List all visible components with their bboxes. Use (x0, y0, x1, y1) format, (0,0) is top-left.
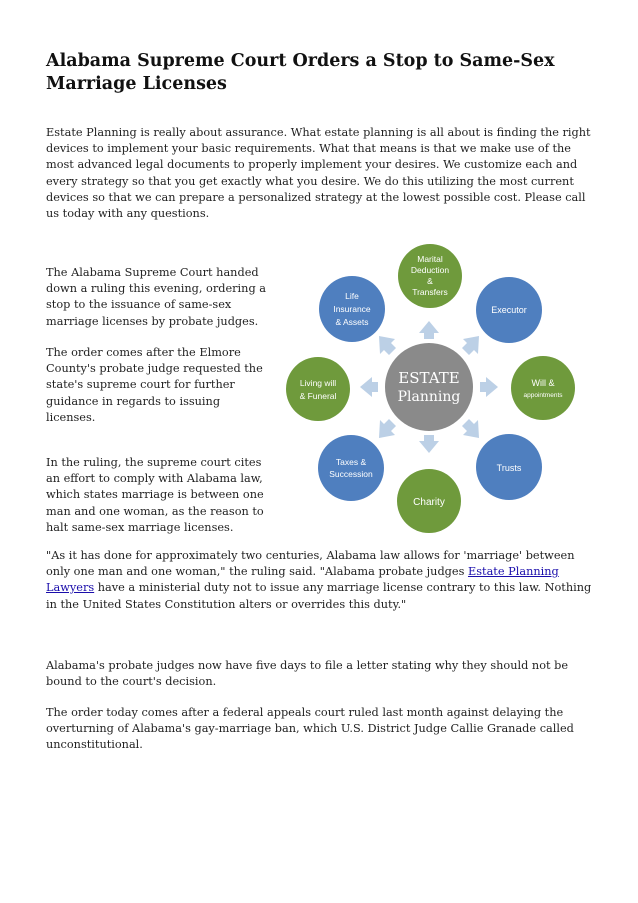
arrow-down-left-icon (379, 419, 396, 438)
svg-text:Life: Life (345, 291, 359, 301)
intro-paragraph: Estate Planning is really about assurance. What estate planning is all about is finding the right devices to implement your basic requirements. What that means is that we make use of the most advanced legal documents to properly implement your desires. We customize each and every strategy so that you get exactly what you desire. We do this utilizing the most current devices so that we can prepare a personalized strategy at the lowest possible cost. Please call us today with any questions. (46, 126, 591, 221)
node-will-appointments (511, 356, 575, 420)
node-taxes-succession (318, 435, 384, 501)
arrow-right-icon (480, 377, 498, 397)
quote-text-before: "As it has done for approximately two centuries, Alabama law allows for 'marriage' between only one man and one woman," the ruling said. "Alabama probate judges (46, 549, 575, 579)
paragraph-five-days: Alabama's probate judges now have five days to file a letter stating why they should not be bound to the court's decision. (46, 659, 569, 689)
svg-text:Will &: Will & (531, 378, 555, 388)
arrow-up-right-icon (462, 336, 479, 355)
center-node (385, 343, 473, 431)
svg-text:Planning: Planning (397, 389, 461, 405)
node-charity (397, 469, 461, 533)
arrow-down-icon (419, 435, 439, 453)
estate-planning-diagram (282, 241, 592, 536)
arrow-up-left-icon (379, 336, 396, 355)
estate-planning-lawyers-link[interactable]: Estate Planning Lawyers (46, 565, 559, 595)
svg-text:Succession: Succession (329, 469, 373, 479)
arrow-left-icon (360, 377, 378, 397)
node-living-will (286, 357, 350, 421)
paragraph-elmore: The order comes after the Elmore County's probate judge requested the state's supreme court for further guidance in regards to issuing licenses. (46, 346, 263, 424)
paragraph-appeals: The order today comes after a federal appeals court ruled last month against delaying the overturning of Alabama's gay-marriage ban, which U.S. District Judge Callie Granade called unconstitutional. (46, 706, 574, 752)
node-life-insurance (319, 276, 385, 342)
article-title: Alabama Supreme Court Orders a Stop to Same-Sex Marriage Licenses (46, 51, 555, 94)
paragraph-quote (46, 548, 598, 613)
node-executor (476, 277, 542, 343)
svg-text:appointments: appointments (523, 392, 563, 399)
node-trusts (476, 434, 542, 500)
svg-text:Insurance: Insurance (333, 304, 371, 314)
arrow-up-icon (419, 321, 439, 339)
svg-text:Deduction: Deduction (410, 265, 450, 275)
svg-text:Marital: Marital (417, 254, 443, 264)
svg-text:ESTATE: ESTATE (398, 369, 460, 387)
paragraph-ruling: The Alabama Supreme Court handed down a ruling this evening, ordering a stop to the issuance of same-sex marriage licenses by probate judges. (46, 266, 267, 328)
svg-text:Transfers: Transfers (412, 287, 448, 297)
svg-text:Charity: Charity (413, 497, 445, 508)
node-marital-deduction (398, 244, 462, 308)
svg-text:Taxes &: Taxes & (335, 457, 367, 467)
quote-text-after: have a ministerial duty not to issue any marriage license contrary to this law. Nothing in the United States Constitution alters or overrides this duty." (46, 581, 592, 611)
paragraph-cites: In the ruling, the supreme court cites an effort to comply with Alabama law, which states marriage is between one man and one woman, as the reason to halt same-sex marriage licenses. (46, 456, 264, 534)
arrow-down-right-icon (462, 419, 479, 438)
svg-text:& Assets: & Assets (335, 317, 369, 327)
svg-text:&: & (427, 276, 433, 286)
svg-text:& Funeral: & Funeral (299, 391, 337, 401)
svg-text:Executor: Executor (491, 305, 527, 315)
svg-text:Living will: Living will (299, 378, 337, 388)
svg-text:Trusts: Trusts (496, 463, 522, 473)
